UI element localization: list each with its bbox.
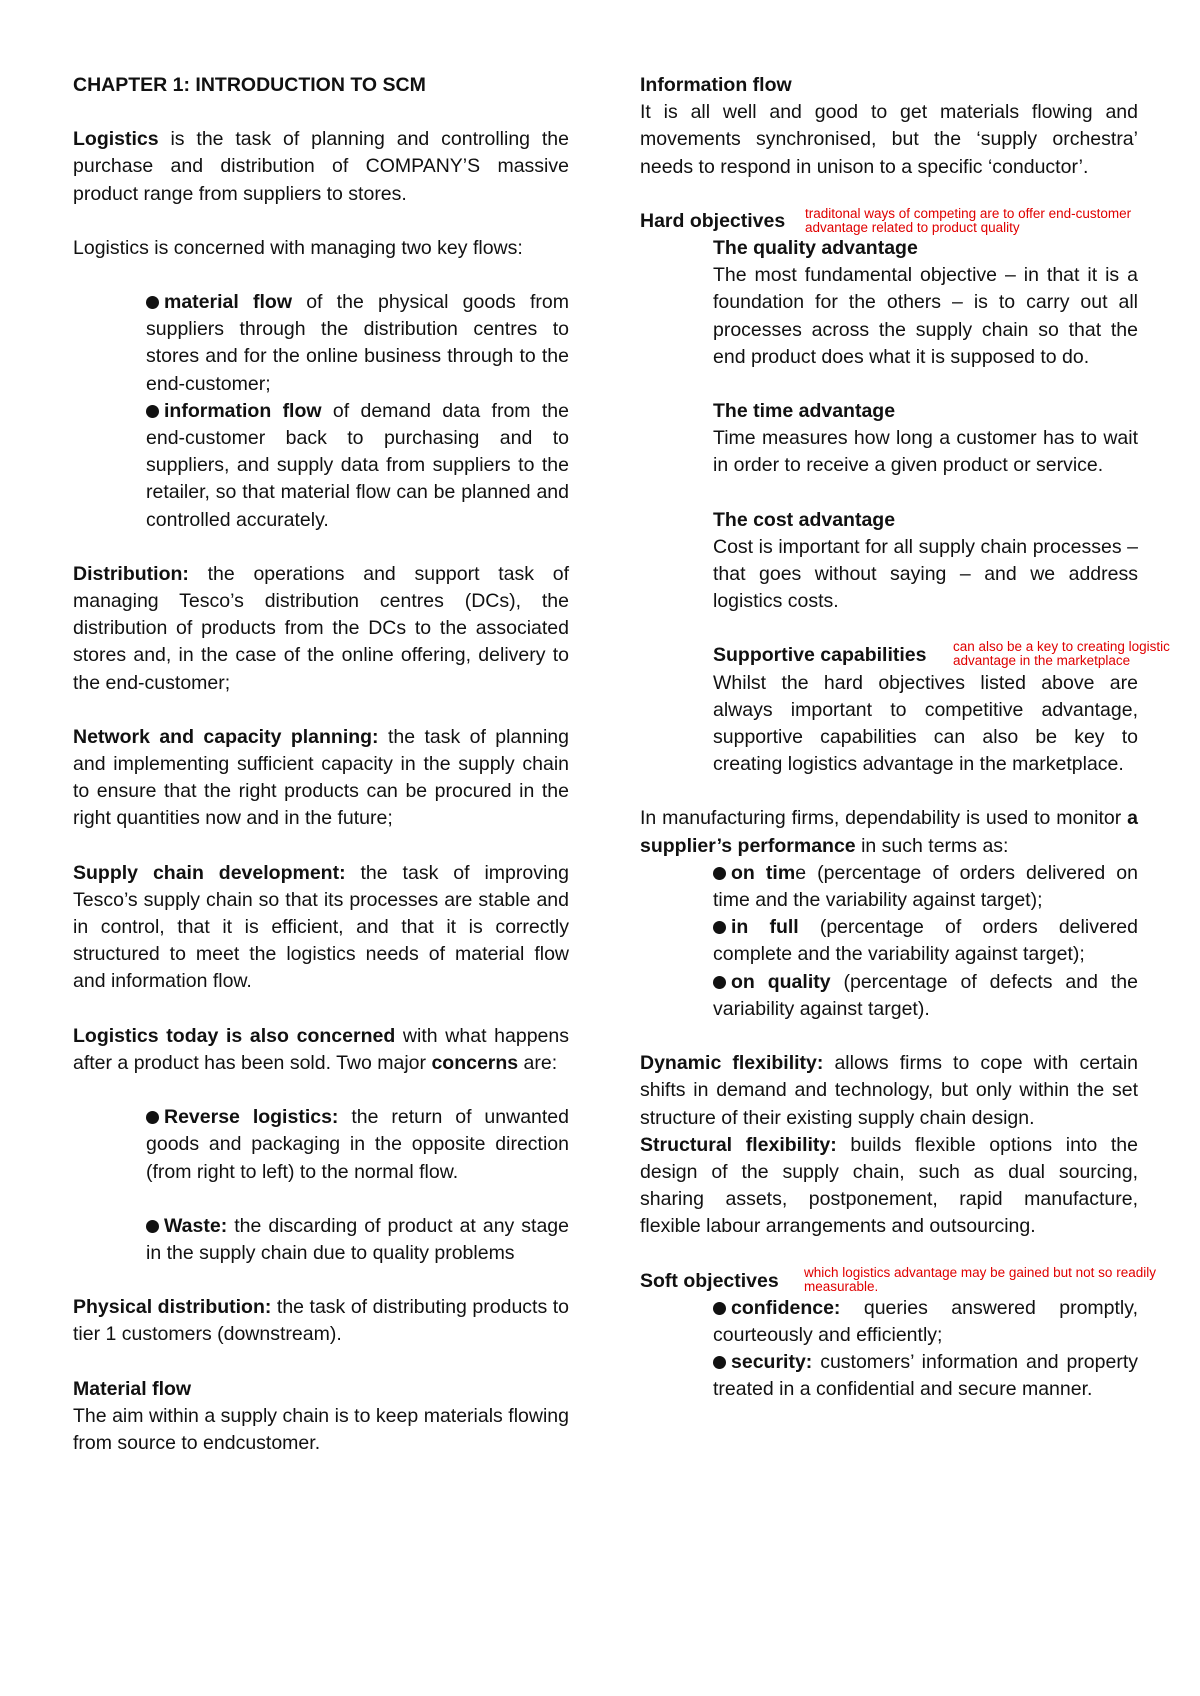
today-paragraph: Logistics today is also concerned with what happens after a product has been sold. Two major concerns are:	[73, 1024, 569, 1074]
information-flow-bullet: information flow of demand data from the end-customer back to purchasing and to suppliers, and supply data from suppliers to the retailer, so that material flow can be planned and controlled accurately.	[146, 399, 569, 531]
right-column	[640, 72, 1170, 1404]
in-full-bullet: in full (percentage of orders delivered complete and the variability against target);	[713, 916, 1138, 966]
on-time-bullet: on time (percentage of orders delivered on time and the variability against target);	[713, 861, 1138, 912]
cost-advantage-heading: The cost advantage	[713, 508, 896, 531]
chapter-title: CHAPTER 1: INTRODUCTION TO SCM	[73, 74, 426, 96]
soft-objectives-note: which logistics advantage may be gained but not so readily measurable.	[804, 1264, 1156, 1294]
material-flow-heading: Material flow	[73, 1377, 192, 1400]
hard-objectives-note: traditonal ways of competing are to offer end-customer advantage related to product quality	[805, 205, 1132, 235]
bullet-icon	[713, 1302, 726, 1315]
bullet-icon	[146, 1111, 159, 1124]
distribution-paragraph: Distribution: the operations and support task of managing Tesco’s distribution centres (DCs), the distribution of products from the DCs to the associated stores and, in the case of the online offering, delivery to the end-customer;	[73, 562, 569, 694]
cost-advantage-text: Cost is important for all supply chain processes – that goes without saying – and we address logistics costs.	[713, 535, 1138, 613]
physical-distribution-paragraph: Physical distribution: the task of distributing products to tier 1 customers (downstream).	[73, 1296, 570, 1346]
information-flow-heading: Information flow	[640, 74, 792, 96]
manufacturing-paragraph: In manufacturing firms, dependability is used to monitor a supplier’s performance in such terms as:	[640, 807, 1138, 857]
bullet-icon	[146, 405, 159, 418]
material-flow-bullet: material flow of the physical goods from suppliers through the distribution centres to stores and for the online business through to the end-customer;	[146, 291, 569, 395]
material-flow-text: The aim within a supply chain is to keep materials flowing from source to endcustomer.	[73, 1404, 569, 1454]
quality-advantage-text: The most fundamental objective – in that it is a foundation for the others – is to carry out all processes across the supply chain so that the end product does what it is supposed to do.	[713, 264, 1138, 368]
security-bullet: security: customers’ information and property treated in a confidential and secure manner.	[713, 1351, 1138, 1401]
hard-objectives-heading: Hard objectives traditonal ways of competing are to offer end-customer advantage related to product quality	[640, 208, 1138, 235]
supportive-capabilities-text: Whilst the hard objectives listed above are always important to competitive advantage, supportive capabilities can also be key to creating logistics advantage in the marketplace.	[713, 671, 1138, 776]
supportive-capabilities-heading: Supportive capabilities can also be a key to creating logistic advantage in the marketplace	[713, 642, 1138, 669]
supportive-capabilities-note: can also be a key to creating logistic advantage in the marketplace	[953, 639, 1170, 669]
bullet-icon	[146, 1220, 159, 1233]
network-paragraph: Network and capacity planning: the task of planning and implementing sufficient capacity in the supply chain to ensure that the right products can be procured in the right quantities now and in the future;	[73, 725, 569, 830]
time-advantage-heading: The time advantage	[713, 400, 896, 423]
bullet-icon	[146, 296, 159, 309]
on-quality-bullet: on quality (percentage of defects and the variability against target).	[713, 970, 1138, 1020]
confidence-bullet: confidence: queries answered promptly, courteously and efficiently;	[713, 1296, 1138, 1346]
soft-objectives-heading: Soft objectives which logistics advantage may be gained but not so readily measurable.	[640, 1268, 1138, 1295]
scd-paragraph: Supply chain development: the task of improving Tesco’s supply chain so that its processes are stable and in control, that it is efficient, and that it is correctly structured to meet the logistics needs of material flow and information flow.	[73, 861, 569, 993]
dynamic-flexibility-paragraph: Dynamic flexibility: allows firms to cope with certain shifts in demand and technology, but only within the set structure of their existing supply chain design.	[640, 1052, 1138, 1129]
time-advantage-text: Time measures how long a customer has to wait in order to receive a given product or service.	[713, 427, 1138, 477]
bullet-icon	[713, 867, 726, 880]
waste-bullet: Waste: the discarding of product at any stage in the supply chain due to quality problems	[146, 1214, 569, 1264]
bullet-icon	[713, 1356, 726, 1369]
bullet-icon	[713, 921, 726, 934]
structural-flexibility-paragraph: Structural flexibility: builds flexible options into the design of the supply chain, such as dual sourcing, sharing assets, postponement, rapid manufacture, flexible labour arrangements and outsourcing.	[640, 1133, 1138, 1238]
reverse-logistics-bullet: Reverse logistics: the return of unwanted goods and packaging in the opposite direction (from right to left) to the normal flow.	[146, 1106, 569, 1183]
left-column	[73, 72, 569, 1457]
flows-intro: Logistics is concerned with managing two key flows:	[73, 236, 523, 259]
quality-advantage-heading: The quality advantage	[713, 237, 918, 260]
logistics-paragraph: Logistics is the task of planning and controlling the purchase and distribution of COMPANY’S massive product range from suppliers to stores.	[73, 128, 569, 205]
information-flow-text: It is all well and good to get materials flowing and movements synchronised, but the ‘supply orchestra’ needs to respond in unison to a specific ‘conductor’.	[640, 101, 1138, 178]
bullet-icon	[713, 976, 726, 989]
